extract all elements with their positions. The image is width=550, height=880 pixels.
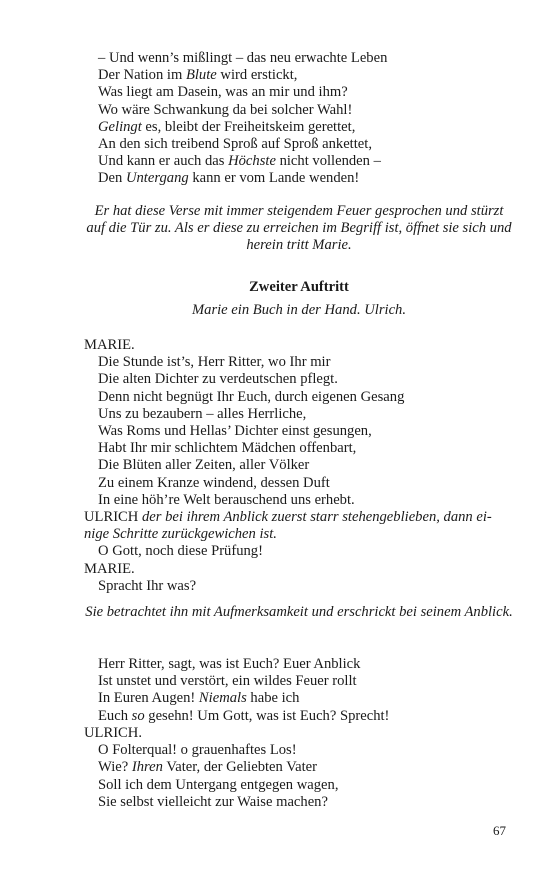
verse-line [84, 153, 514, 170]
verse-line [84, 656, 514, 673]
verse-line [84, 708, 514, 725]
text-run: Denn nicht begnügt Ihr Euch, durch eigenen Gesang [98, 388, 405, 405]
verse-line [84, 119, 514, 136]
stage-direction: Sie betrachtet ihn mit Aufmerksamkeit und erschrickt bei seinem Anblick. [85, 604, 513, 620]
text-run: In Euren Augen! [98, 690, 199, 707]
verse-line [84, 759, 514, 776]
verse-line [84, 475, 514, 492]
verse-line [84, 457, 514, 474]
emphasis-text: Untergang [125, 170, 189, 187]
verse-line [84, 67, 514, 84]
verse-line [84, 136, 514, 153]
emphasis-text: Blute [185, 67, 217, 84]
speaker-ulrich-line [84, 509, 514, 526]
text-run: kann er vom Lande wenden! [188, 170, 360, 187]
verse-line [84, 673, 514, 690]
scene-title: Zweiter Auftritt [249, 279, 349, 295]
text-run: wird erstickt, [216, 67, 298, 84]
verse-line [84, 84, 514, 101]
text-run: Zu einem Kranze windend, dessen Duft [98, 474, 330, 491]
verse-line [84, 406, 514, 423]
ulrich-speech [84, 742, 514, 811]
text-run: Habt Ihr mir schlichtem Mädchen offenbart, [98, 440, 357, 457]
speaker-ulrich: ULRICH [84, 509, 139, 526]
verse-stanza [84, 50, 514, 188]
text-run: – Und wenn’s mißlingt – das neu erwachte Leben [98, 50, 388, 66]
text-run: Was liegt am Dasein, was an mir und ihm? [98, 84, 348, 101]
text-run: An den sich treibend Sproß auf Sproß ankettet, [98, 136, 372, 153]
verse-line [84, 354, 514, 371]
verse-line [84, 389, 514, 406]
text-run: gesehn! Um Gott, was ist Euch? Sprecht! [144, 707, 390, 724]
verse-line [84, 777, 514, 794]
verse-line [84, 50, 514, 67]
page-number: 67 [493, 823, 506, 838]
text-run: Die alten Dichter zu verdeutschen pflegt. [98, 371, 338, 388]
inline-stage-direction: der bei ihrem Anblick zuerst starr stehengeblieben, dann ei- [141, 509, 492, 526]
text-run: Die Stunde ist’s, Herr Ritter, wo Ihr mir [98, 354, 331, 371]
speaker-ulrich: ULRICH. [84, 725, 142, 741]
text-run: In eine höh’re Welt berauschend uns erhebt. [98, 491, 355, 508]
verse-line [84, 492, 514, 509]
verse-line [84, 371, 514, 388]
ulrich-speech: O Gott, noch diese Prüfung! [98, 543, 263, 560]
verse-line [84, 423, 514, 440]
emphasis-text: Niemals [198, 690, 247, 707]
dialogue-block [84, 725, 514, 811]
marie-speech [84, 354, 514, 509]
text-run: Ist unstet und verstört, ein wildes Feuer rollt [98, 673, 357, 690]
text-run: Was Roms und Hellas’ Dichter einst gesungen, [98, 423, 372, 440]
text-run: habe ich [246, 690, 300, 707]
verse-line [84, 690, 514, 707]
stage-direction: Er hat diese Verse mit immer steigendem Feuer gesprochen und stürzt auf die Tür zu. Als er diese zu erreichen im Begriff ist, öffnet sie sich und herein tritt Marie. [86, 203, 512, 254]
emphasis-text: Gelingt [98, 118, 142, 135]
verse-line [84, 170, 514, 187]
text-run: Wie? [98, 759, 132, 776]
scene-cast: Marie ein Buch in der Hand. Ulrich. [191, 302, 406, 318]
text-run: Der Nation im [98, 67, 186, 84]
text-run: Uns zu bezaubern – alles Herrliche, [98, 405, 307, 422]
text-run: Vater, der Geliebten Vater [162, 759, 318, 776]
text-run: Den [98, 170, 126, 187]
text-run: Soll ich dem Untergang entgegen wagen, [98, 776, 339, 793]
marie-speech: Spracht Ihr was? [98, 577, 197, 594]
speaker-marie: MARIE. [84, 560, 135, 577]
emphasis-text: Höchste [228, 153, 276, 170]
text-run: Wo wäre Schwankung da bei solcher Wahl! [98, 101, 353, 118]
verse-line [84, 440, 514, 457]
text-run: nicht vollenden – [275, 153, 381, 170]
verse-line [84, 742, 514, 759]
verse-line [84, 794, 514, 811]
text-run: Euch [98, 707, 132, 724]
speaker-marie: MARIE. [84, 337, 135, 353]
dialogue-block [84, 337, 514, 595]
text-run: O Folterqual! o grauenhaftes Los! [98, 742, 297, 759]
emphasis-text: so [131, 707, 145, 724]
text-run: es, bleibt der Freiheitskeim gerettet, [141, 118, 356, 135]
text-run: Herr Ritter, sagt, was ist Euch? Euer Anblick [98, 656, 361, 672]
emphasis-text: Ihren [131, 759, 163, 776]
marie-speech [84, 656, 514, 725]
text-run: Sie selbst vielleicht zur Waise machen? [98, 793, 328, 810]
verse-line [84, 102, 514, 119]
text-run: Und kann er auch das [98, 153, 229, 170]
inline-stage-direction-continued: nige Schritte zurückgewichen ist. [84, 526, 277, 543]
text-run: Die Blüten aller Zeiten, aller Völker [98, 457, 310, 474]
